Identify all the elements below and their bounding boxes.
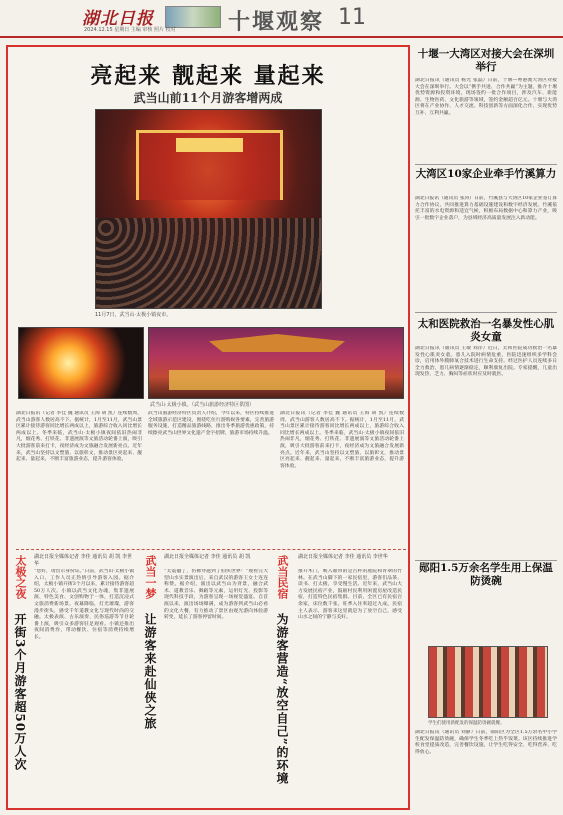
sidebar-3-title: 太和医院救治一名暴发性心肌炎女童 xyxy=(417,318,555,343)
article-3-title: 为游客营造“放空自己”的环境 xyxy=(275,613,289,785)
town-photo-caption: 武当山·太极小镇。（武当山旅游经济特区供图） xyxy=(150,402,255,408)
article-2-kicker: 武当一梦 xyxy=(144,555,157,599)
main-photo-caption: 11月7日，武当山·太极小镇夜市。 xyxy=(95,312,172,318)
intro-column-1: 湖北日报讯（记者 李佳 魏 通讯员 王海 胡 凯）连续数周，武当山游客人数居高不下。据统计，1月至11月，武当山景区累计接待游客同比增长两成以上，旅游综合收入同比增长两成以上。冬季来临，武当山·太极小镇夜间依旧热闹非凡，烟花秀、打铁花、非遗展演等文旅活动轮番上演，吸引大批游客前来打卡，夜经济成为文旅融合发展新亮点。近年来，武当山坚持以文塑旅、以旅彰文，推动景区亮起来、靓起来、量起来，不断丰富旅游业态，提升游客体验。 xyxy=(16,411,142,463)
article-2-title: 让游客来赴仙侠之旅 xyxy=(143,613,157,730)
page-number: 11 xyxy=(338,5,366,30)
sidebar-article-2 xyxy=(415,168,557,181)
article-3-byline: 湖北日报全媒体记者 李佳 通讯员 李世华 xyxy=(298,554,388,560)
main-photo xyxy=(95,109,322,309)
issue-date: 2024.12.15 星期日 主编 审核 照片 校对 xyxy=(84,27,176,33)
school-bowl-photo xyxy=(428,646,548,718)
sidebar-article-1 xyxy=(415,48,557,74)
sidebar-4-body: 湖北日报讯（通讯员 刘静）日前，郧阳区为全区1.5万余名中小学生配发保温防烫碗，确保学生冬季吃上热乎饭菜。该区持续推进学校食堂提质改造，完善餐饮设施，让学生吃得安全、吃得营养、吃得放心。 xyxy=(415,730,557,755)
school-bowl-caption: 学生们使用新配发的保温防烫碗就餐。 xyxy=(428,721,505,726)
article-3-kicker: 武当民宿 xyxy=(276,555,289,599)
headline: 亮起来 靓起来 量起来 xyxy=(90,63,326,89)
masthead xyxy=(0,0,563,38)
crowd-shape xyxy=(96,218,321,308)
article-1-body: “您好，请出示身份证。”日前，武当山·太极小镇入口，工作人员正热情引导游客入园。据介绍，太极小镇开街3个月以来，累计接待游客超50万人次。小镇以武当文化为魂，集非遗展演、特色美食、文创购物于一体，打造沉浸式文旅消费新场景。夜幕降临，灯光璀璨，游客漫步街头，感受千年道教文化与现代时尚的交融。太极表演、古乐演奏、民俗巡游等节目轮番上演，吸引众多游客驻足观看。小镇还推出夜间消费券，带动餐饮、住宿等消费持续增长。 xyxy=(34,569,134,640)
article-2-body: “太震撼了，仿佛穿越到了仙侠世界！”观看完大型山水实景演出后，来自武汉的游客王女士连连称赞。据介绍，演出以武当山为背景，融合武术、道教音乐、舞蹈等元素，运用灯光、投影等现代科技手段，为游客呈现一场视觉盛宴。自首演以来，演出场场爆满，成为游客到武当山必看的文化大餐，有力推动了景区由观光游向体验游转变，延长了游客停留时间。 xyxy=(164,569,268,621)
sidebar-1-body: 湖北日报讯（通讯员 杨光 张磊）日前，十堰—粤港澳大湾区对接大会在深圳举行。大会以“携手共进、合作共赢”为主题，推介十堰优势资源和投资环境，现场签约一批合作项目，涉及汽车、新能源、生物医药、文化旅游等领域，签约金额超百亿元。十堰与大湾区将在产业协作、人才交流、科技创新等方面深化合作，实现优势互补、互利共赢。 xyxy=(415,78,557,116)
sidebar-rule xyxy=(415,312,557,313)
sidebar-rule xyxy=(415,164,557,165)
sidebar-1-title: 十堰一大湾区对接大会在深圳举行 xyxy=(417,48,555,73)
newspaper-logo: 湖北日报 xyxy=(82,9,154,29)
article-3-body: 推开木门，映入眼帘的是古朴的庭院和青翠的竹林。在武当山脚下的一家民宿里，游客们品茶、读书、打太极，享受慢生活。近年来，武当山大力发展民宿产业，鼓励村民利用闲置房屋改造民宿，打造特色民宿集群。目前，全区已有民宿百余家，床位数千张，旺季入住率超过九成。民宿主人表示，游客来这里就是为了放空自己，感受山水之间的宁静与美好。 xyxy=(298,569,402,621)
sidebar-2-body: 湖北日报讯（通讯员 张涛）日前，竹溪县与大湾区10家企业签订算力合作协议，共同推进算力基础设施建设和数字经济发展。竹溪依托丰富的水电资源和适宜气候，积极布局数据中心和算力产业，吸引一批数字企业落户，为县域经济高质量发展注入新动能。 xyxy=(415,196,557,221)
intro-column-2: 武当山旅游经济特区负责人介绍，今年以来，特区持续推进全域旅游示范区建设，围绕吃住行游购娱各要素，完善旅游服务设施，打造精品旅游线路，推出冬季旅游优惠政策，持续擦亮武当山世界文化遗产金字招牌，旅游市场持续升温。 xyxy=(148,411,274,436)
sidebar-article-3 xyxy=(415,318,557,344)
feature-package xyxy=(6,45,410,810)
section-divider xyxy=(16,549,406,550)
fire-photo xyxy=(18,327,144,399)
sidebar-rule xyxy=(415,560,557,561)
town-photo xyxy=(148,327,404,399)
article-1-title: 开街3个月游客超50万人次 xyxy=(13,613,27,772)
gate-sign-shape xyxy=(176,138,243,152)
article-2-byline: 湖北日报全媒体记者 李佳 通讯员 胡 凯 xyxy=(164,554,251,560)
sidebar-4-title: 郧阳1.5万余名学生用上保温防烫碗 xyxy=(419,562,553,587)
subheadline: 武当山前11个月游客增两成 xyxy=(133,91,283,105)
stage-shape xyxy=(169,370,385,390)
intro-column-3: 湖北日报讯（记者 李佳 魏 通讯员 王海 胡 凯）连续数周，武当山游客人数居高不下。据统计，1月至11月，武当山景区累计接待游客同比增长两成以上，旅游综合收入同比增长两成以上。冬季来临，武当山·太极小镇夜间依旧热闹非凡，烟花秀、打铁花、非遗展演等文旅活动轮番上演，吸引大批游客前来打卡，夜经济成为文旅融合发展新亮点。近年来，武当山坚持以文塑旅、以旅彰文，推动景区亮起来、靓起来、量起来，不断丰富旅游业态，提升游客体验。 xyxy=(280,411,404,469)
sidebar-3-body: 湖北日报讯（通讯员 王敏 刘洋）近日，太和医院成功救治一名暴发性心肌炎女童。患儿入院时病情危重，医院迅速组织多学科会诊，启用体外膜肺氧合技术进行生命支持。经过医护人员连续多日全力救治，患儿病情逐渐稳定，顺利康复出院。专家提醒，儿童出现发热、乏力、胸闷等症状时应及时就医。 xyxy=(415,346,557,378)
masthead-image xyxy=(165,6,221,28)
article-1-byline: 湖北日报全媒体记者 李佳 通讯员 胡 凯 李世华 xyxy=(34,554,132,567)
section-title: 十堰观察 xyxy=(228,10,325,35)
sidebar-2-title: 大湾区10家企业牵手竹溪算力 xyxy=(415,168,557,180)
article-1-kicker: 太极之夜 xyxy=(14,555,27,599)
roof-shape xyxy=(209,334,345,352)
sidebar-article-4 xyxy=(415,562,557,588)
